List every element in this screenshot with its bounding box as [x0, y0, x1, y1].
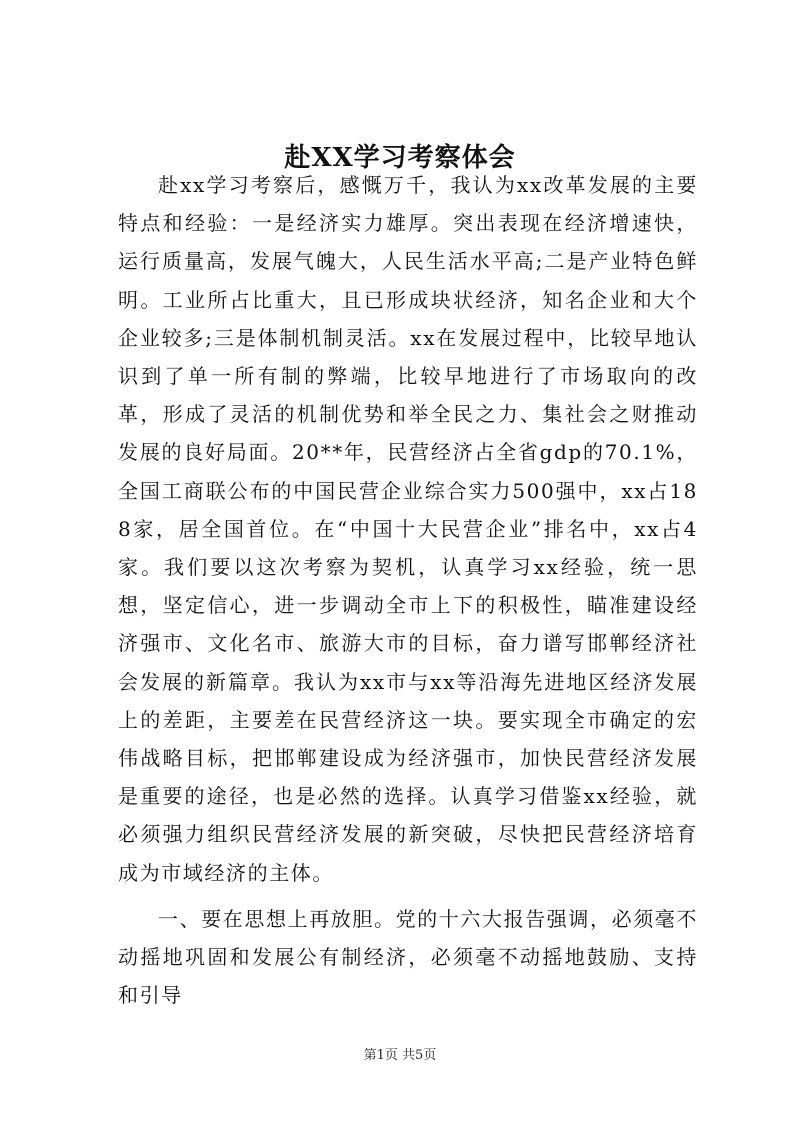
- document-title: 赴XX学习考察体会: [284, 143, 516, 173]
- body-paragraph-1: 赴xx学习考察后，感慨万千，我认为xx改革发展的主要特点和经验：一是经济实力雄厚。突出表现在经济增速快，运行质量高，发展气魄大，人民生活水平高;二是产业特色鲜明。工业所占比重大，且已形成块状经济，知名企业和大个企业较多;三是体制机制灵活。xx在发展过程中，比较早地认识到了单一所有制的弊端，比较早地进行了市场取向的改革，形成了灵活的机制优势和举全民之力、集社会之财推动发展的良好局面。20**年，民营经济占全省gdp的70.1%，全国工商联公布的中国民营企业综合实力500强中，xx占188家，居全国首位。在“中国十大民营企业”排名中，xx占4家。我们要以这次考察为契机，认真学习xx经验，统一思想，坚定信心，进一步调动全市上下的积极性，瞄准建设经济强市、文化名市、旅游大市的目标，奋力谱写邯郸经济社会发展的新篇章。我认为xx市与xx等沿海先进地区经济发展上的差距，主要差在民营经济这一块。要实现全市确定的宏伟战略目标，把邯郸建设成为经济强市，加快民营经济发展是重要的途径，也是必然的选择。认真学习借鉴xx经验，就必须强力组织民营经济发展的新突破，尽快把民营经济培育成为市域经济的主体。: [118, 173, 698, 885]
- body-paragraph-2: 一、要在思想上再放胆。党的十六大报告强调，必须毫不动摇地巩固和发展公有制经济，必须毫不动摇地鼓励、支持和引导: [118, 906, 698, 1008]
- document-body: [118, 166, 698, 1014]
- page-number-footer: 第1页 共5页: [363, 1048, 437, 1063]
